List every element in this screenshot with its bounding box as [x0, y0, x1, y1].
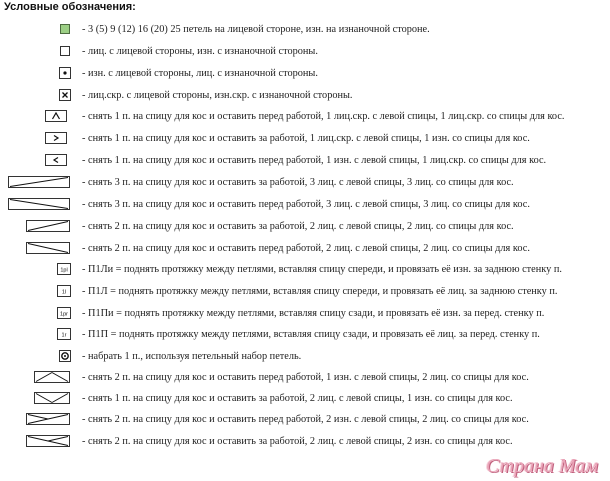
- m1l-icon: [57, 285, 71, 297]
- m1r-label: 1r: [61, 332, 67, 339]
- legend-row: [0, 88, 610, 104]
- legend-row: [0, 284, 610, 300]
- cable-1x2-purl-back-icon: [34, 392, 70, 404]
- legend-row: [0, 391, 610, 407]
- legend-text: - снять 1 п. на спицу для кос и оставить за работой, 1 лиц.скр. с левой спицы, 1 изн. со спицы для кос.: [82, 133, 530, 144]
- legend-row: [0, 262, 610, 278]
- legend-row: [0, 44, 610, 60]
- m1l-label: 1l: [61, 289, 67, 296]
- legend-text: - лиц. с лицевой стороны, изн. с изнаночной стороны.: [82, 46, 318, 57]
- m1r-icon: [57, 328, 71, 340]
- empty-square-icon: [60, 46, 70, 56]
- legend-text: - снять 3 п. на спицу для кос и оставить за работой, 3 лиц. с левой спицы, 3 лиц. со спицы для кос.: [82, 177, 514, 188]
- legend-row: [0, 153, 610, 169]
- legend-text: - П1Пи = поднять протяжку между петлями, вставляя спицу сзади, и провязать её изн. за перед. стенку п.: [82, 308, 545, 319]
- legend-row: [0, 412, 610, 428]
- legend-text: - снять 2 п. на спицу для кос и оставить перед работой, 1 изн. с левой спицы, 2 лиц. со спицы для кос.: [82, 372, 529, 383]
- green-square-icon: [60, 24, 70, 34]
- legend-text: - снять 2 п. на спицу для кос и оставить перед работой, 2 изн. с левой спицы, 2 лиц. со спицы для кос.: [82, 414, 529, 425]
- legend-text: - снять 2 п. на спицу для кос и оставить перед работой, 2 лиц. с левой спицы, 2 лиц. со спицы для кос.: [82, 243, 530, 254]
- legend-text: - П1П = поднять протяжку между петлями, вставляя спицу сзади, и провязать её лиц. за перед. стенку п.: [82, 329, 540, 340]
- cable-2x2-purl-back-icon: [26, 435, 70, 447]
- m1pr-label: 1pr: [60, 311, 68, 318]
- legend-text: - лиц.скр. с лицевой стороны, изн.скр. с изнаночной стороны.: [82, 90, 353, 101]
- legend-text: - снять 2 п. на спицу для кос и оставить за работой, 2 лиц. с левой спицы, 2 изн. со спицы для кос.: [82, 436, 513, 447]
- dot-square-icon: [59, 67, 71, 79]
- caret-left-icon: [45, 154, 67, 166]
- m1pr-icon: [57, 307, 71, 319]
- legend-row: [0, 306, 610, 322]
- legend-title: Условные обозначения:: [4, 1, 136, 13]
- cable-2x2-left-icon: [26, 242, 70, 254]
- legend-text: - изн. с лицевой стороны, лиц. с изнаночной стороны.: [82, 68, 318, 79]
- legend-row: [0, 370, 610, 386]
- legend-row: [0, 241, 610, 257]
- legend-row: [0, 131, 610, 147]
- legend-text: - П1Л = поднять протяжку между петлями, вставляя спицу спереди, и провязать её лиц. за заднюю стенку п.: [82, 286, 558, 297]
- caret-right-icon: [45, 132, 67, 144]
- legend-row: [0, 219, 610, 235]
- legend-row: [0, 175, 610, 191]
- legend-row: [0, 109, 610, 125]
- legend-text: - набрать 1 п., используя петельный набор петель.: [82, 351, 302, 362]
- cable-3x3-right-icon: [8, 176, 70, 188]
- legend-row: [0, 197, 610, 213]
- m1pl-label: 1pl: [60, 267, 68, 274]
- x-square-icon: [59, 89, 71, 101]
- legend-row: [0, 434, 610, 450]
- legend-row: [0, 66, 610, 82]
- legend-text: - снять 1 п. на спицу для кос и оставить перед работой, 1 изн. с левой спицы, 1 лиц.скр. со спицы для кос.: [82, 155, 547, 166]
- cable-2x1-purl-front-icon: [34, 371, 70, 383]
- m1pl-icon: [57, 263, 71, 275]
- loop-cast-on-icon: [59, 350, 71, 362]
- cable-2x2-right-icon: [26, 220, 70, 232]
- caret-up-icon: [45, 110, 67, 122]
- legend-text: - снять 3 п. на спицу для кос и оставить перед работой, 3 лиц. с левой спицы, 3 лиц. со спицы для кос.: [82, 199, 530, 210]
- cable-3x3-left-icon: [8, 198, 70, 210]
- watermark: Страна Мам: [486, 455, 599, 477]
- legend-text: - снять 1 п. на спицу для кос и оставить перед работой, 1 лиц.скр. с левой спицы, 1 лиц.скр. со спицы для кос.: [82, 111, 565, 122]
- legend-row: [0, 327, 610, 343]
- legend-text: - снять 1 п. на спицу для кос и оставить за работой, 2 лиц. с левой спицы, 1 изн. со спицы для кос.: [82, 393, 513, 404]
- legend-text: - 3 (5) 9 (12) 16 (20) 25 петель на лицевой стороне, изн. на изнаночной стороне.: [82, 24, 430, 35]
- legend-row: [0, 22, 610, 38]
- legend-text: - снять 2 п. на спицу для кос и оставить за работой, 2 лиц. с левой спицы, 2 лиц. со спицы для кос.: [82, 221, 514, 232]
- cable-2x2-purl-front-icon: [26, 413, 70, 425]
- legend-text: - П1Ли = поднять протяжку между петлями, вставляя спицу спереди, и провязать её изн. за заднюю стенку п.: [82, 264, 562, 275]
- legend-row: [0, 349, 610, 365]
